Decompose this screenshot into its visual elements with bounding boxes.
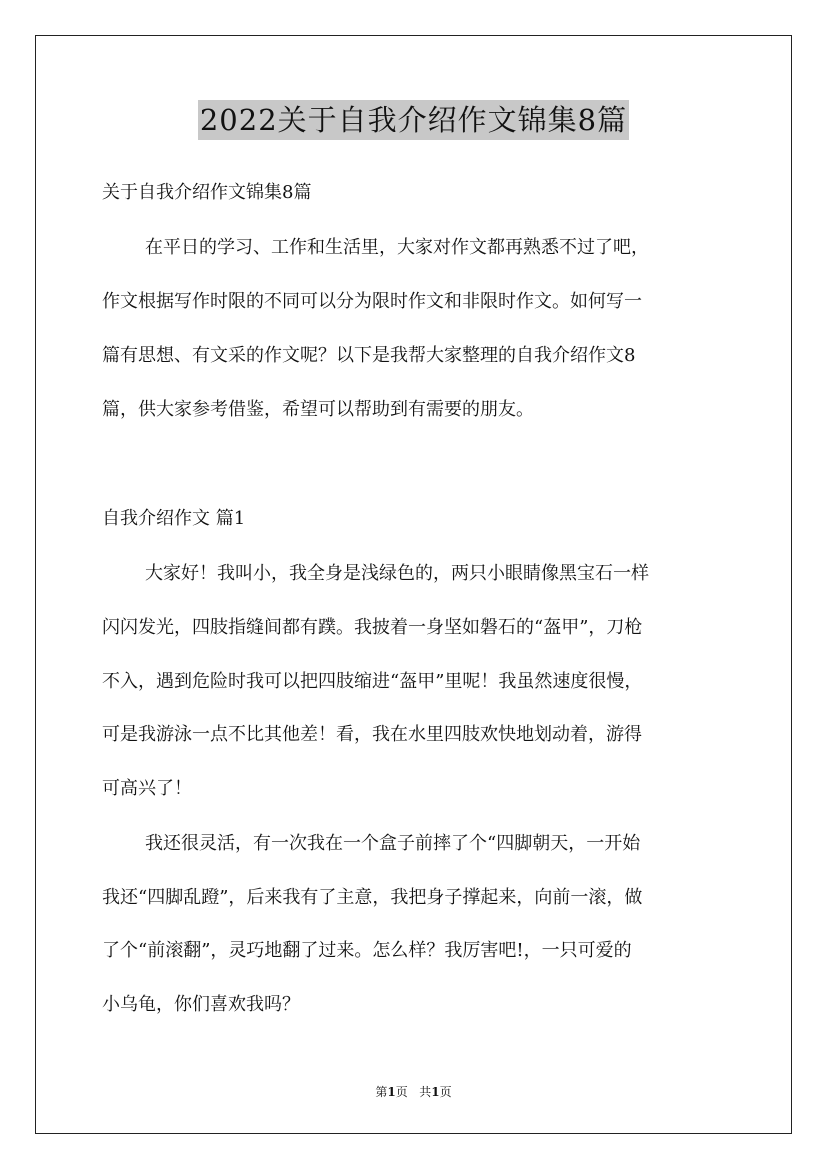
paragraph1-line-1: 大家好！我叫小，我全身是浅绿色的，两只小眼睛像黑宝石一样 (145, 563, 649, 584)
page-suffix: 页 (395, 1085, 408, 1099)
document-title: 2022关于自我介绍作文锦集8篇 (198, 100, 629, 140)
title-container (0, 100, 827, 140)
paragraph1-line-5: 可高兴了！ (102, 778, 192, 799)
page-prefix: 第 (375, 1085, 388, 1099)
total-suffix: 页 (439, 1085, 452, 1099)
total-pages: 1 (431, 1085, 440, 1099)
paragraph2-line-2: 我还“四脚乱蹬”，后来我有了主意，我把身子撑起来，向前一滚，做 (102, 887, 643, 908)
subtitle: 关于自我介绍作文锦集8篇 (102, 182, 312, 203)
paragraph1-line-4: 可是我游泳一点不比其他差！看，我在水里四肢欢快地划动着，游得 (102, 724, 642, 745)
paragraph1-line-2: 闪闪发光，四肢指缝间都有蹼。我披着一身坚如磐石的“盔甲”，刀枪 (102, 617, 643, 638)
paragraph2-line-3: 了个“前滚翻”，灵巧地翻了过来。怎么样？我厉害吧!，一只可爱的 (102, 940, 632, 961)
paragraph2-line-1: 我还很灵活，有一次我在一个盒子前摔了个“四脚朝天，一开始 (145, 833, 641, 854)
intro-line-1: 在平日的学习、工作和生活里，大家对作文都再熟悉不过了吧， (145, 237, 649, 258)
intro-line-2: 作文根据写作时限的不同可以分为限时作文和非限时作文。如何写一 (102, 291, 642, 312)
intro-line-4: 篇，供大家参考借鉴，希望可以帮助到有需要的朋友。 (102, 399, 534, 420)
paragraph2-line-4: 小乌龟，你们喜欢我吗？ (102, 994, 300, 1015)
total-prefix: 共 (419, 1085, 432, 1099)
page-number: 1 (387, 1085, 396, 1099)
section-heading: 自我介绍作文 篇1 (102, 508, 246, 529)
paragraph1-line-3: 不入，遇到危险时我可以把四肢缩进“盔甲”里呢！我虽然速度很慢， (102, 671, 643, 692)
page-footer (0, 1084, 827, 1100)
intro-line-3: 篇有思想、有文采的作文呢？以下是我帮大家整理的自我介绍作文8 (102, 345, 636, 366)
